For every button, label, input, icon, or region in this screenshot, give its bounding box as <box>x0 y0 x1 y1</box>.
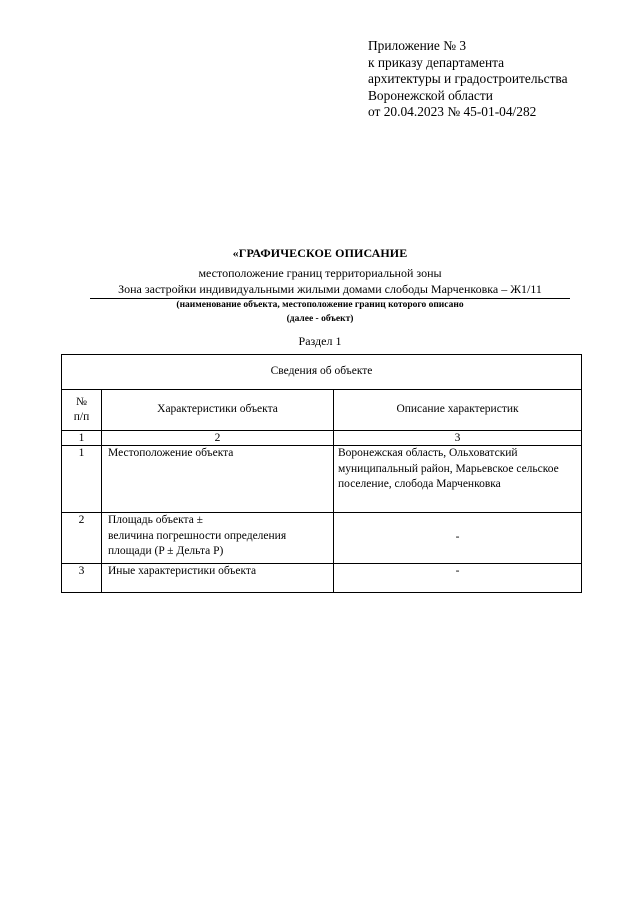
appendix-line: Воронежской области <box>368 87 493 103</box>
row-description: Воронежская область, Ольховатский муниципальный район, Марьевское сельское поселение, слобода Марченковка <box>334 446 582 513</box>
header-cell-number: № п/п <box>62 390 102 431</box>
appendix-line: от 20.04.2023 № 45-01-04/282 <box>368 104 537 120</box>
document-subtitle: местоположение границ территориальной зоны <box>198 266 442 280</box>
row-characteristic: Иные характеристики объекта <box>102 564 334 593</box>
appendix-line: архитектуры и градостроительства <box>368 71 568 87</box>
table-row <box>62 513 582 564</box>
object-note: (наименование объекта, местоположение границ которого описано <box>176 300 464 310</box>
header-cell-description: Описание характеристик <box>334 390 582 431</box>
table-index-row <box>62 431 582 446</box>
index-cell: 3 <box>334 431 582 446</box>
table-row <box>62 446 582 513</box>
table-caption-row <box>62 355 582 390</box>
index-cell: 1 <box>62 431 102 446</box>
row-number: 1 <box>62 446 102 513</box>
row-description: - <box>334 513 582 564</box>
object-note-continued: (далее - объект) <box>286 314 354 324</box>
index-cell: 2 <box>102 431 334 446</box>
row-description: - <box>334 564 582 593</box>
section-title: Раздел 1 <box>298 334 342 348</box>
row-characteristic: Площадь объекта ± величина погрешности определения площади (P ± Дельта P) <box>102 513 334 564</box>
table-caption: Сведения об объекте <box>62 355 582 390</box>
appendix-block <box>368 38 628 121</box>
row-characteristic: Местоположение объекта <box>102 446 334 513</box>
object-info-table <box>61 354 582 593</box>
row-number: 3 <box>62 564 102 593</box>
row-number: 2 <box>62 513 102 564</box>
appendix-line: к приказу департамента <box>368 54 505 70</box>
document-title: «ГРАФИЧЕСКОЕ ОПИСАНИЕ <box>232 246 408 260</box>
table-header-row <box>62 390 582 431</box>
table-row <box>62 564 582 593</box>
header-cell-characteristics: Характеристики объекта <box>102 390 334 431</box>
appendix-line: Приложение № 3 <box>368 38 467 53</box>
zone-name: Зона застройки индивидуальными жилыми домами слободы Марченковка – Ж1/11 <box>90 282 570 299</box>
